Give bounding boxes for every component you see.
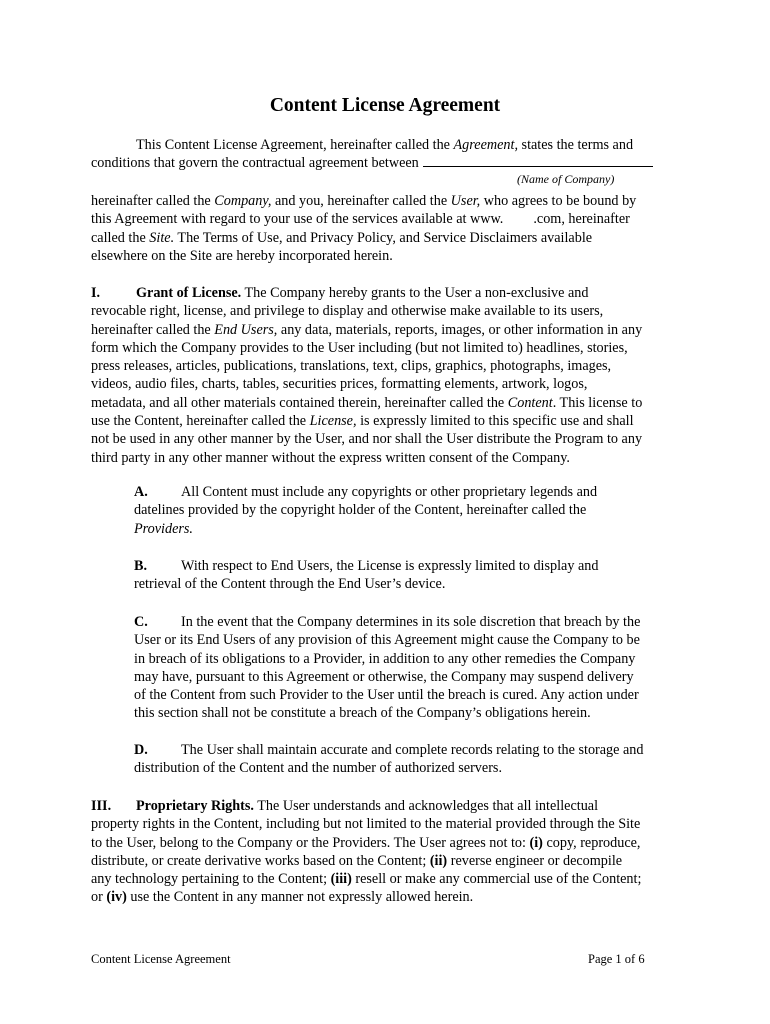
text: The User shall maintain accurate and complete records relating to the storage and	[181, 742, 644, 758]
text: may have, pursuant to this Agreement or otherwise, the Company may suspend delivery	[134, 668, 634, 685]
text: metadata, and all other materials contained therein, hereinafter called the	[91, 394, 508, 411]
text: videos, audio files, charts, tables, securities prices, formatting elements, artwork, logos,	[91, 376, 588, 393]
text: datelines provided by the copyright holder of the Content, hereinafter called the	[134, 502, 587, 519]
text: third party in any other manner without the express written consent of the Company.	[91, 449, 570, 466]
text: use the Content in any manner not expressly allowed herein.	[126, 889, 474, 906]
clause-marker: (iv)	[106, 889, 127, 906]
text: .com, hereinafter	[533, 211, 630, 228]
section-line	[91, 357, 691, 375]
text: and you, hereinafter called the	[271, 193, 451, 209]
subsection-line	[134, 704, 690, 722]
text: All Content must include any copyrights or other proprietary legends and	[181, 484, 598, 500]
text: reverse engineer or decompile	[447, 852, 623, 869]
agreement-term: Agreement,	[453, 137, 518, 153]
subsection-c	[134, 613, 690, 723]
company-name-blank[interactable]	[423, 154, 653, 167]
text: who agrees to be bound by	[480, 193, 637, 209]
text: . This license to	[552, 394, 643, 411]
text: states the terms and	[518, 137, 634, 153]
text: called the	[91, 229, 150, 246]
text: This Content License Agreement, hereinafter called the	[136, 137, 454, 153]
text: or	[91, 889, 107, 906]
subsection-line	[134, 575, 690, 593]
text: retrieval of the Content through the End User’s device.	[134, 576, 446, 593]
text: User or its End Users of any provision of this Agreement might cause the Company to be	[134, 632, 640, 649]
intro-line	[91, 229, 691, 247]
footer-page-number: Page 1 of 6	[588, 952, 645, 966]
section-line	[91, 834, 691, 852]
text: hereinafter called the	[91, 321, 215, 338]
text: distribution of the Content and the number of authorized servers.	[134, 760, 502, 777]
text: form which the Company provides to the User including (but not limited to) headlines, stories,	[91, 339, 628, 356]
clause-marker: (ii)	[429, 852, 448, 869]
section-line	[91, 394, 691, 412]
subsection-number: A.	[134, 484, 148, 500]
intro-paragraph	[91, 136, 691, 173]
subsection-line	[134, 631, 690, 649]
text: of the Content from such Provider to the User until the breach is cured. Any action under	[134, 687, 639, 704]
text: The Company hereby grants to the User a non-exclusive and	[241, 285, 589, 301]
intro-line	[91, 210, 691, 228]
user-term: User,	[450, 193, 481, 209]
section-line	[91, 888, 691, 906]
section-number: III.	[91, 798, 112, 814]
section-line	[91, 797, 691, 815]
section-line	[91, 870, 691, 888]
text: any technology pertaining to the Content;	[91, 871, 331, 888]
section-grant-of-license	[91, 284, 691, 467]
text: The Terms of Use, and Privacy Policy, and Service Disclaimers available	[174, 229, 593, 246]
section-line	[91, 449, 691, 467]
section-line	[91, 321, 691, 339]
intro-paragraph-cont	[91, 192, 691, 265]
section-line	[91, 302, 691, 320]
text: this Agreement with regard to your use of the services available at www.	[91, 211, 504, 228]
subsection-line	[134, 520, 690, 538]
text: property rights in the Content, including but not limited to the material provided through the Site	[91, 816, 641, 833]
section-proprietary-rights	[91, 797, 691, 907]
text: use the Content, hereinafter called the	[91, 413, 310, 430]
section-number: I.	[91, 285, 101, 301]
clause-marker: (iii)	[330, 871, 352, 888]
text: resell or make any commercial use of the Content;	[351, 871, 642, 888]
section-line	[91, 284, 691, 302]
section-line	[91, 412, 691, 430]
subsection-number: B.	[134, 558, 148, 574]
section-line	[91, 430, 691, 448]
company-term: Company,	[214, 193, 272, 209]
text: this section shall not be constitute a breach of the Company’s obligations herein.	[134, 705, 591, 722]
text: With respect to End Users, the License is expressly limited to display and	[181, 558, 599, 574]
name-of-company-caption: (Name of Company)	[517, 172, 615, 186]
text: hereinafter called the	[91, 193, 215, 209]
subsection-line	[134, 483, 690, 501]
clause-marker: (i)	[529, 834, 543, 851]
subsection-line	[134, 686, 690, 704]
text: in breach of its obligations to a Provider, in addition to any other remedies the Company	[134, 650, 636, 667]
license-term: License,	[309, 413, 357, 430]
text: press releases, articles, publications, translations, text, clips, graphics, photographs, images,	[91, 358, 612, 375]
intro-line	[91, 154, 691, 172]
providers-term: Providers.	[134, 520, 193, 537]
site-term: Site.	[149, 229, 175, 246]
subsection-line	[134, 759, 690, 777]
subsection-number: C.	[134, 614, 148, 630]
section-line	[91, 375, 691, 393]
section-line	[91, 339, 691, 357]
subsection-line	[134, 741, 690, 759]
section-line	[91, 815, 691, 833]
text: not be used in any other manner by the User, and nor shall the User distribute the Program to any	[91, 431, 643, 448]
intro-line	[91, 136, 691, 154]
subsection-line	[134, 650, 690, 668]
subsection-b	[134, 557, 690, 594]
text: any data, materials, reports, images, or other information in any	[277, 321, 643, 338]
text: revocable right, license, and privilege to display and otherwise make available to its users,	[91, 303, 604, 320]
content-term: Content	[507, 394, 553, 411]
text: conditions that govern the contractual agreement between	[91, 155, 419, 172]
text: is expressly limited to this specific use and shall	[356, 413, 634, 430]
text: The User understands and acknowledges that all intellectual	[253, 798, 599, 814]
subsection-number: D.	[134, 742, 148, 758]
subsection-line	[134, 613, 690, 631]
subsection-d	[134, 741, 690, 778]
section-heading: Proprietary Rights.	[136, 798, 254, 814]
section-heading: Grant of License.	[136, 285, 242, 301]
intro-line	[91, 192, 691, 210]
end-users-term: End Users,	[214, 321, 278, 338]
subsection-a	[134, 483, 690, 538]
footer-document-name: Content License Agreement	[91, 952, 231, 966]
text: to the User, belong to the Company or the Providers. The User agrees not to:	[91, 834, 530, 851]
text: distribute, or create derivative works based on the Content;	[91, 852, 430, 869]
text: copy, reproduce,	[542, 834, 641, 851]
subsection-line	[134, 557, 690, 575]
subsection-line	[134, 501, 690, 519]
text: elsewhere on the Site are hereby incorporated herein.	[91, 247, 393, 264]
document-title: Content License Agreement	[269, 95, 501, 116]
intro-line	[91, 247, 691, 265]
text: In the event that the Company determines in its sole discretion that breach by the	[181, 614, 641, 630]
subsection-line	[134, 668, 690, 686]
section-line	[91, 852, 691, 870]
